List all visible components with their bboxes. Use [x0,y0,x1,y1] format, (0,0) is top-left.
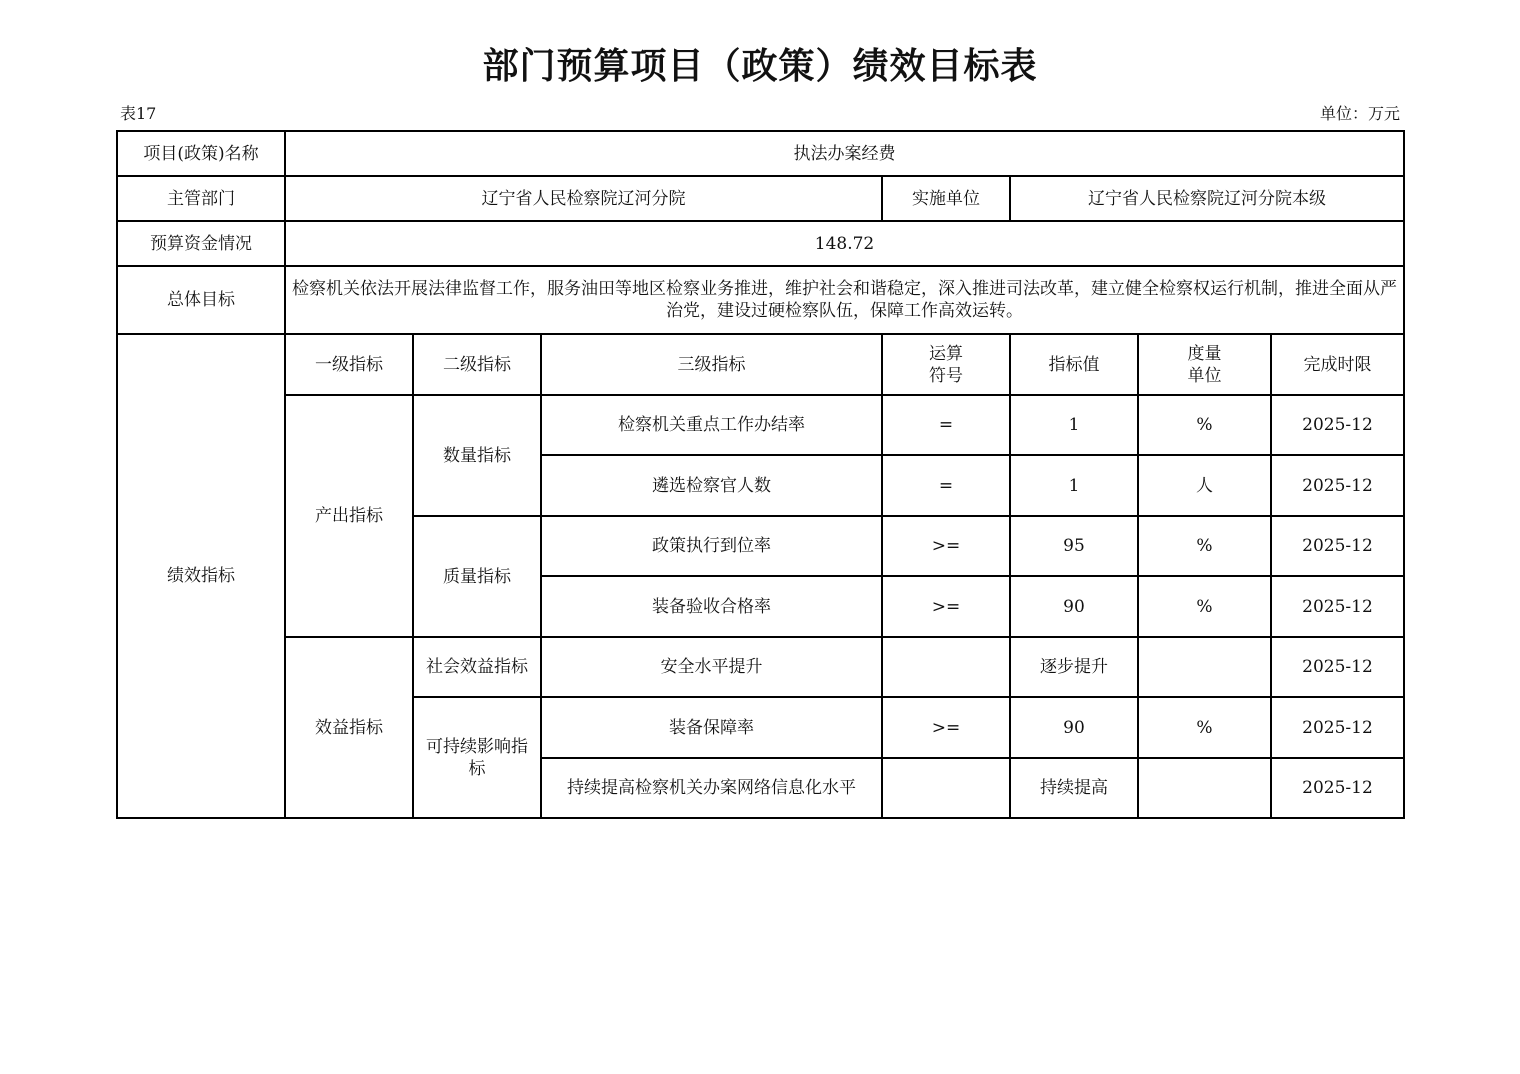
indicator-operator: = [882,455,1010,516]
indicator-name: 安全水平提升 [541,637,882,697]
level2-sustain: 可持续影响指标 [413,697,541,818]
goal-text: 检察机关依法开展法律监督工作，服务油田等地区检察业务推进，维护社会和谐稳定，深入推进司法改革，建立健全检察权运行机制，推进全面从严治党，建设过硬检察队伍，保障工作高效运转。 [285,266,1404,334]
indicator-operator: >= [882,576,1010,637]
impl-label: 实施单位 [882,176,1010,221]
header-level1: 一级指标 [285,334,413,395]
level2-quantity: 数量指标 [413,395,541,516]
performance-table [116,130,1405,819]
indicator-value: 逐步提升 [1010,637,1138,697]
indicator-unit: % [1138,697,1271,758]
indicator-deadline: 2025-12 [1271,455,1404,516]
dept-label: 主管部门 [117,176,285,221]
budget-value: 148.72 [285,221,1404,266]
indicator-operator: >= [882,516,1010,576]
unit-label: 单位：万元 [1319,104,1400,123]
level2-quality: 质量指标 [413,516,541,637]
indicator-value: 90 [1010,576,1138,637]
indicator-header-row [117,334,1404,395]
indicator-name: 装备验收合格率 [541,576,882,637]
header-unit-line1: 度量 [1187,343,1222,364]
page-title: 部门预算项目（政策）绩效目标表 [482,46,1038,87]
indicator-deadline: 2025-12 [1271,516,1404,576]
indicator-deadline: 2025-12 [1271,697,1404,758]
indicator-name: 检察机关重点工作办结率 [541,395,882,455]
table-number: 表17 [120,104,157,123]
table-row [117,395,1404,455]
header-operator-line2: 符号 [929,365,963,386]
header-unit [1138,334,1271,395]
dept-value: 辽宁省人民检察院辽河分院 [285,176,882,221]
header-operator [882,334,1010,395]
indicator-deadline: 2025-12 [1271,637,1404,697]
header-deadline: 完成时限 [1271,334,1404,395]
indicator-name: 遴选检察官人数 [541,455,882,516]
indicator-deadline: 2025-12 [1271,576,1404,637]
indicator-name: 持续提高检察机关办案网络信息化水平 [541,758,882,818]
indicator-unit [1138,637,1271,697]
indicator-value: 1 [1010,455,1138,516]
indicator-unit: % [1138,516,1271,576]
header-level2: 二级指标 [413,334,541,395]
project-name-row [117,131,1404,176]
indicator-deadline: 2025-12 [1271,395,1404,455]
indicator-value: 90 [1010,697,1138,758]
goal-row [117,266,1404,334]
indicator-unit: 人 [1138,455,1271,516]
indicator-unit: % [1138,395,1271,455]
budget-label: 预算资金情况 [117,221,285,266]
indicator-operator: >= [882,697,1010,758]
department-row [117,176,1404,221]
indicator-unit: % [1138,576,1271,637]
indicator-operator [882,637,1010,697]
header-unit-line2: 单位 [1187,365,1222,386]
table-row [117,637,1404,697]
indicators-section-label: 绩效指标 [117,334,285,818]
level1-benefit: 效益指标 [285,637,413,818]
indicator-value: 持续提高 [1010,758,1138,818]
indicator-operator [882,758,1010,818]
indicator-name: 政策执行到位率 [541,516,882,576]
budget-row [117,221,1404,266]
goal-label: 总体目标 [117,266,285,334]
indicator-unit [1138,758,1271,818]
project-name-value: 执法办案经费 [285,131,1404,176]
header-value: 指标值 [1010,334,1138,395]
indicator-value: 95 [1010,516,1138,576]
indicator-value: 1 [1010,395,1138,455]
indicator-name: 装备保障率 [541,697,882,758]
header-level3: 三级指标 [541,334,882,395]
project-name-label: 项目(政策)名称 [117,131,285,176]
level2-social: 社会效益指标 [413,637,541,697]
level1-output: 产出指标 [285,395,413,637]
indicator-deadline: 2025-12 [1271,758,1404,818]
indicator-operator: = [882,395,1010,455]
impl-value: 辽宁省人民检察院辽河分院本级 [1010,176,1404,221]
header-operator-line1: 运算 [929,343,963,364]
